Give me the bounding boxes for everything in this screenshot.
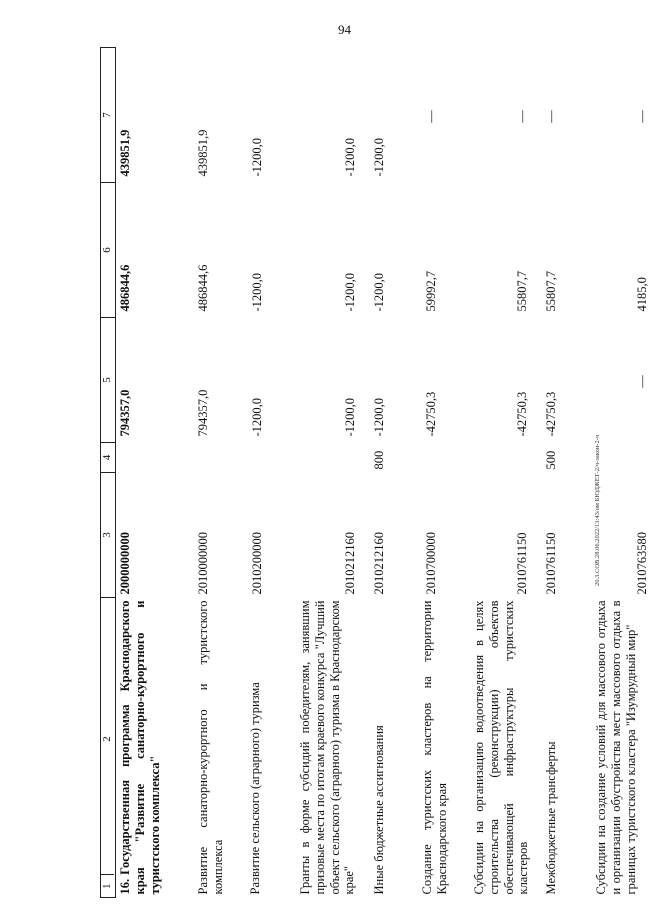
row-value-col7: -1200,0: [343, 137, 358, 177]
row-value-col5: -42750,3: [544, 391, 558, 437]
table-row: [182, 48, 236, 898]
row-value-col6: 4185,0: [635, 277, 650, 312]
row-name: [360, 598, 410, 898]
column-header-6: 6: [101, 183, 116, 318]
budget-table: [100, 47, 652, 898]
table-row: [236, 48, 284, 898]
row-expense-group: [116, 443, 183, 473]
row-value-col7: —: [544, 110, 558, 123]
row-value-col7: -1200,0: [250, 137, 264, 177]
row-code: 2010212160: [372, 532, 386, 595]
row-name: [460, 598, 532, 898]
row-value-col5: —: [635, 375, 650, 388]
page-number: 94: [338, 22, 351, 37]
row-value-col6: 55807,7: [515, 270, 530, 312]
row-value-col7: -1200,0: [372, 137, 386, 177]
table-row: [116, 48, 183, 898]
column-header-7: 7: [101, 48, 116, 183]
row-name: [182, 598, 236, 898]
row-value-col5: -1200,0: [343, 397, 358, 437]
column-header-4: 4: [101, 443, 116, 473]
table-row: [410, 48, 460, 898]
row-name-text: Развитие сельского (аграрного) туризма: [248, 682, 262, 895]
row-value-col6: 486844,6: [196, 264, 210, 312]
row-name-text: Развитие санаторно-курортного и туристского комплекса: [196, 600, 225, 895]
row-name: [116, 598, 183, 898]
table-row: [284, 48, 360, 898]
row-name-text: Государственная программа Краснодарского края "Развитие санаторно-курортного и туристского комплекса": [118, 600, 162, 895]
column-number-header: [101, 48, 116, 898]
row-value-col5: -1200,0: [372, 397, 386, 437]
row-name-text: Субсидии на организацию водоотведения в целях строительства (реконструкции) объектов обеспечивающей инфраструктуры туристских кластеров: [472, 600, 531, 895]
row-name: [236, 598, 284, 898]
row-code: 2010761150: [515, 532, 530, 595]
row-name-text: Субсидии на создание условий для массового отдыха и организации обустройства мест массового отдыха в границах туристского кластера "Изумрудный мир": [594, 600, 638, 895]
row-value-col7: 439851,9: [196, 129, 210, 177]
row-name-text: Межбюджетные трансферты: [544, 741, 558, 895]
row-code: 2010200000: [250, 532, 264, 595]
row-value-col6: 55807,7: [544, 270, 558, 312]
row-value-col6: -1200,0: [250, 272, 264, 312]
row-value-col7: —: [635, 110, 650, 123]
document-stamp: 20.3.СОВ.28.06.2022/13:43/ом БЮДЖЕТ-2/ч-закон-2-ч: [594, 434, 601, 586]
row-value-col5: -42750,3: [424, 391, 438, 437]
table-row: [582, 48, 652, 898]
row-code: 2010763580: [635, 532, 650, 595]
row-name-text: Создание туристских кластеров на территории Краснодарского края: [420, 600, 449, 895]
row-name: [532, 598, 582, 898]
table-row: [532, 48, 582, 898]
row-expense-group: [236, 443, 284, 473]
row-code: 2000000000: [118, 532, 132, 595]
row-expense-group: [582, 443, 652, 473]
row-code: 2010761150: [544, 532, 558, 595]
row-expense-group: [182, 443, 236, 473]
column-header-2-label: 2: [101, 736, 113, 742]
row-name: [582, 598, 652, 898]
table-body: [116, 48, 652, 898]
row-expense-group: 800: [372, 450, 386, 470]
column-header-3: 3: [101, 473, 116, 598]
row-value-col5: 794357,0: [118, 389, 132, 437]
row-value-col5: -42750,3: [515, 391, 530, 437]
row-value-col5: -1200,0: [250, 397, 264, 437]
row-value-col7: —: [424, 110, 438, 123]
row-value-col7: —: [515, 110, 530, 123]
row-expense-group: 500: [544, 450, 558, 470]
column-header-5: 5: [101, 318, 116, 443]
row-expense-group: [284, 443, 360, 473]
row-name-text: Гранты в форме субсидий победителям, занявшим призовые места по итогам краевого конкурса "Лучший объект сельского (аграрного) туризма в Краснодарском крае": [298, 600, 357, 895]
row-value-col7: 439851,9: [118, 129, 132, 177]
row-value-col6: 59992,7: [424, 270, 438, 312]
row-value-col6: 486844,6: [118, 264, 132, 312]
table-row: [460, 48, 532, 898]
row-expense-group: [410, 443, 460, 473]
row-value-col6: -1200,0: [343, 272, 358, 312]
row-value-col5: 794357,0: [196, 389, 210, 437]
column-header-1: [101, 598, 116, 898]
row-name-text: Иные бюджетные ассигнования: [372, 725, 386, 895]
row-code: 2010000000: [196, 532, 210, 595]
row-code: 2010700000: [424, 532, 438, 595]
row-name: [410, 598, 460, 898]
row-expense-group: [460, 443, 532, 473]
row-value-col6: -1200,0: [372, 272, 386, 312]
row-number: 16.: [118, 878, 132, 895]
table-row: [360, 48, 410, 898]
row-name: [284, 598, 360, 898]
column-header-1-label: 1: [101, 874, 114, 889]
row-code: 2010212160: [343, 532, 358, 595]
